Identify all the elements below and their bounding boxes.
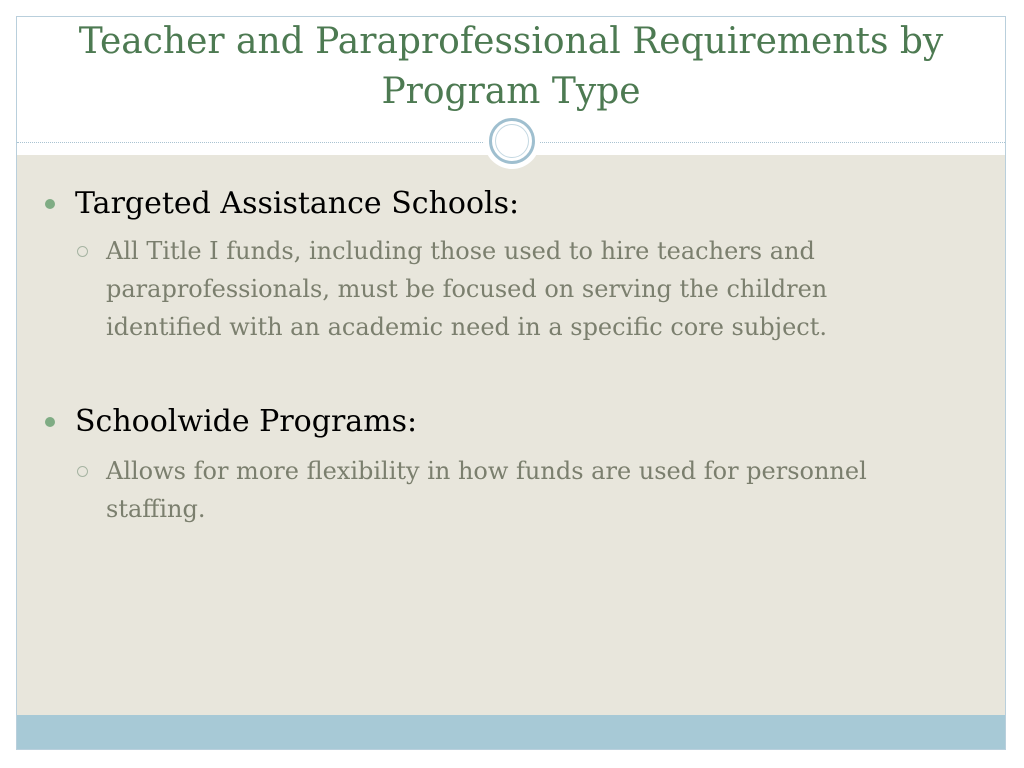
sub-bullet-line: staffing. (106, 495, 206, 523)
bullet-dot-icon (45, 199, 55, 209)
hollow-circle-bullet-icon (77, 466, 88, 477)
sub-bullet-line: Allows for more flexibility in how funds are used for personnel (106, 457, 867, 485)
bullet-label: Schoolwide Programs: (75, 404, 418, 439)
circle-ornament-icon (484, 113, 540, 169)
sub-bullet-line: identified with an academic need in a specific core subject. (106, 313, 828, 341)
bullet-dot-icon (45, 417, 55, 427)
slide-title-line-1: Teacher and Paraprofessional Requirements by (78, 21, 944, 62)
footer-bar (17, 715, 1005, 749)
ornament-inner-ring (495, 124, 529, 158)
slide-title (37, 17, 985, 117)
sub-bullet-text (106, 452, 867, 528)
sub-bullet-line: paraprofessionals, must be focused on serving the children (106, 275, 828, 303)
sub-bullet-text (106, 232, 827, 346)
slide (16, 16, 1006, 750)
bullet-label: Targeted Assistance Schools: (75, 186, 520, 221)
sub-bullet-line: All Title I funds, including those used to hire teachers and (106, 237, 815, 265)
ornament-ring (489, 118, 535, 164)
slide-title-line-2: Program Type (381, 71, 641, 112)
content-area (17, 155, 1005, 715)
hollow-circle-bullet-icon (77, 246, 88, 257)
